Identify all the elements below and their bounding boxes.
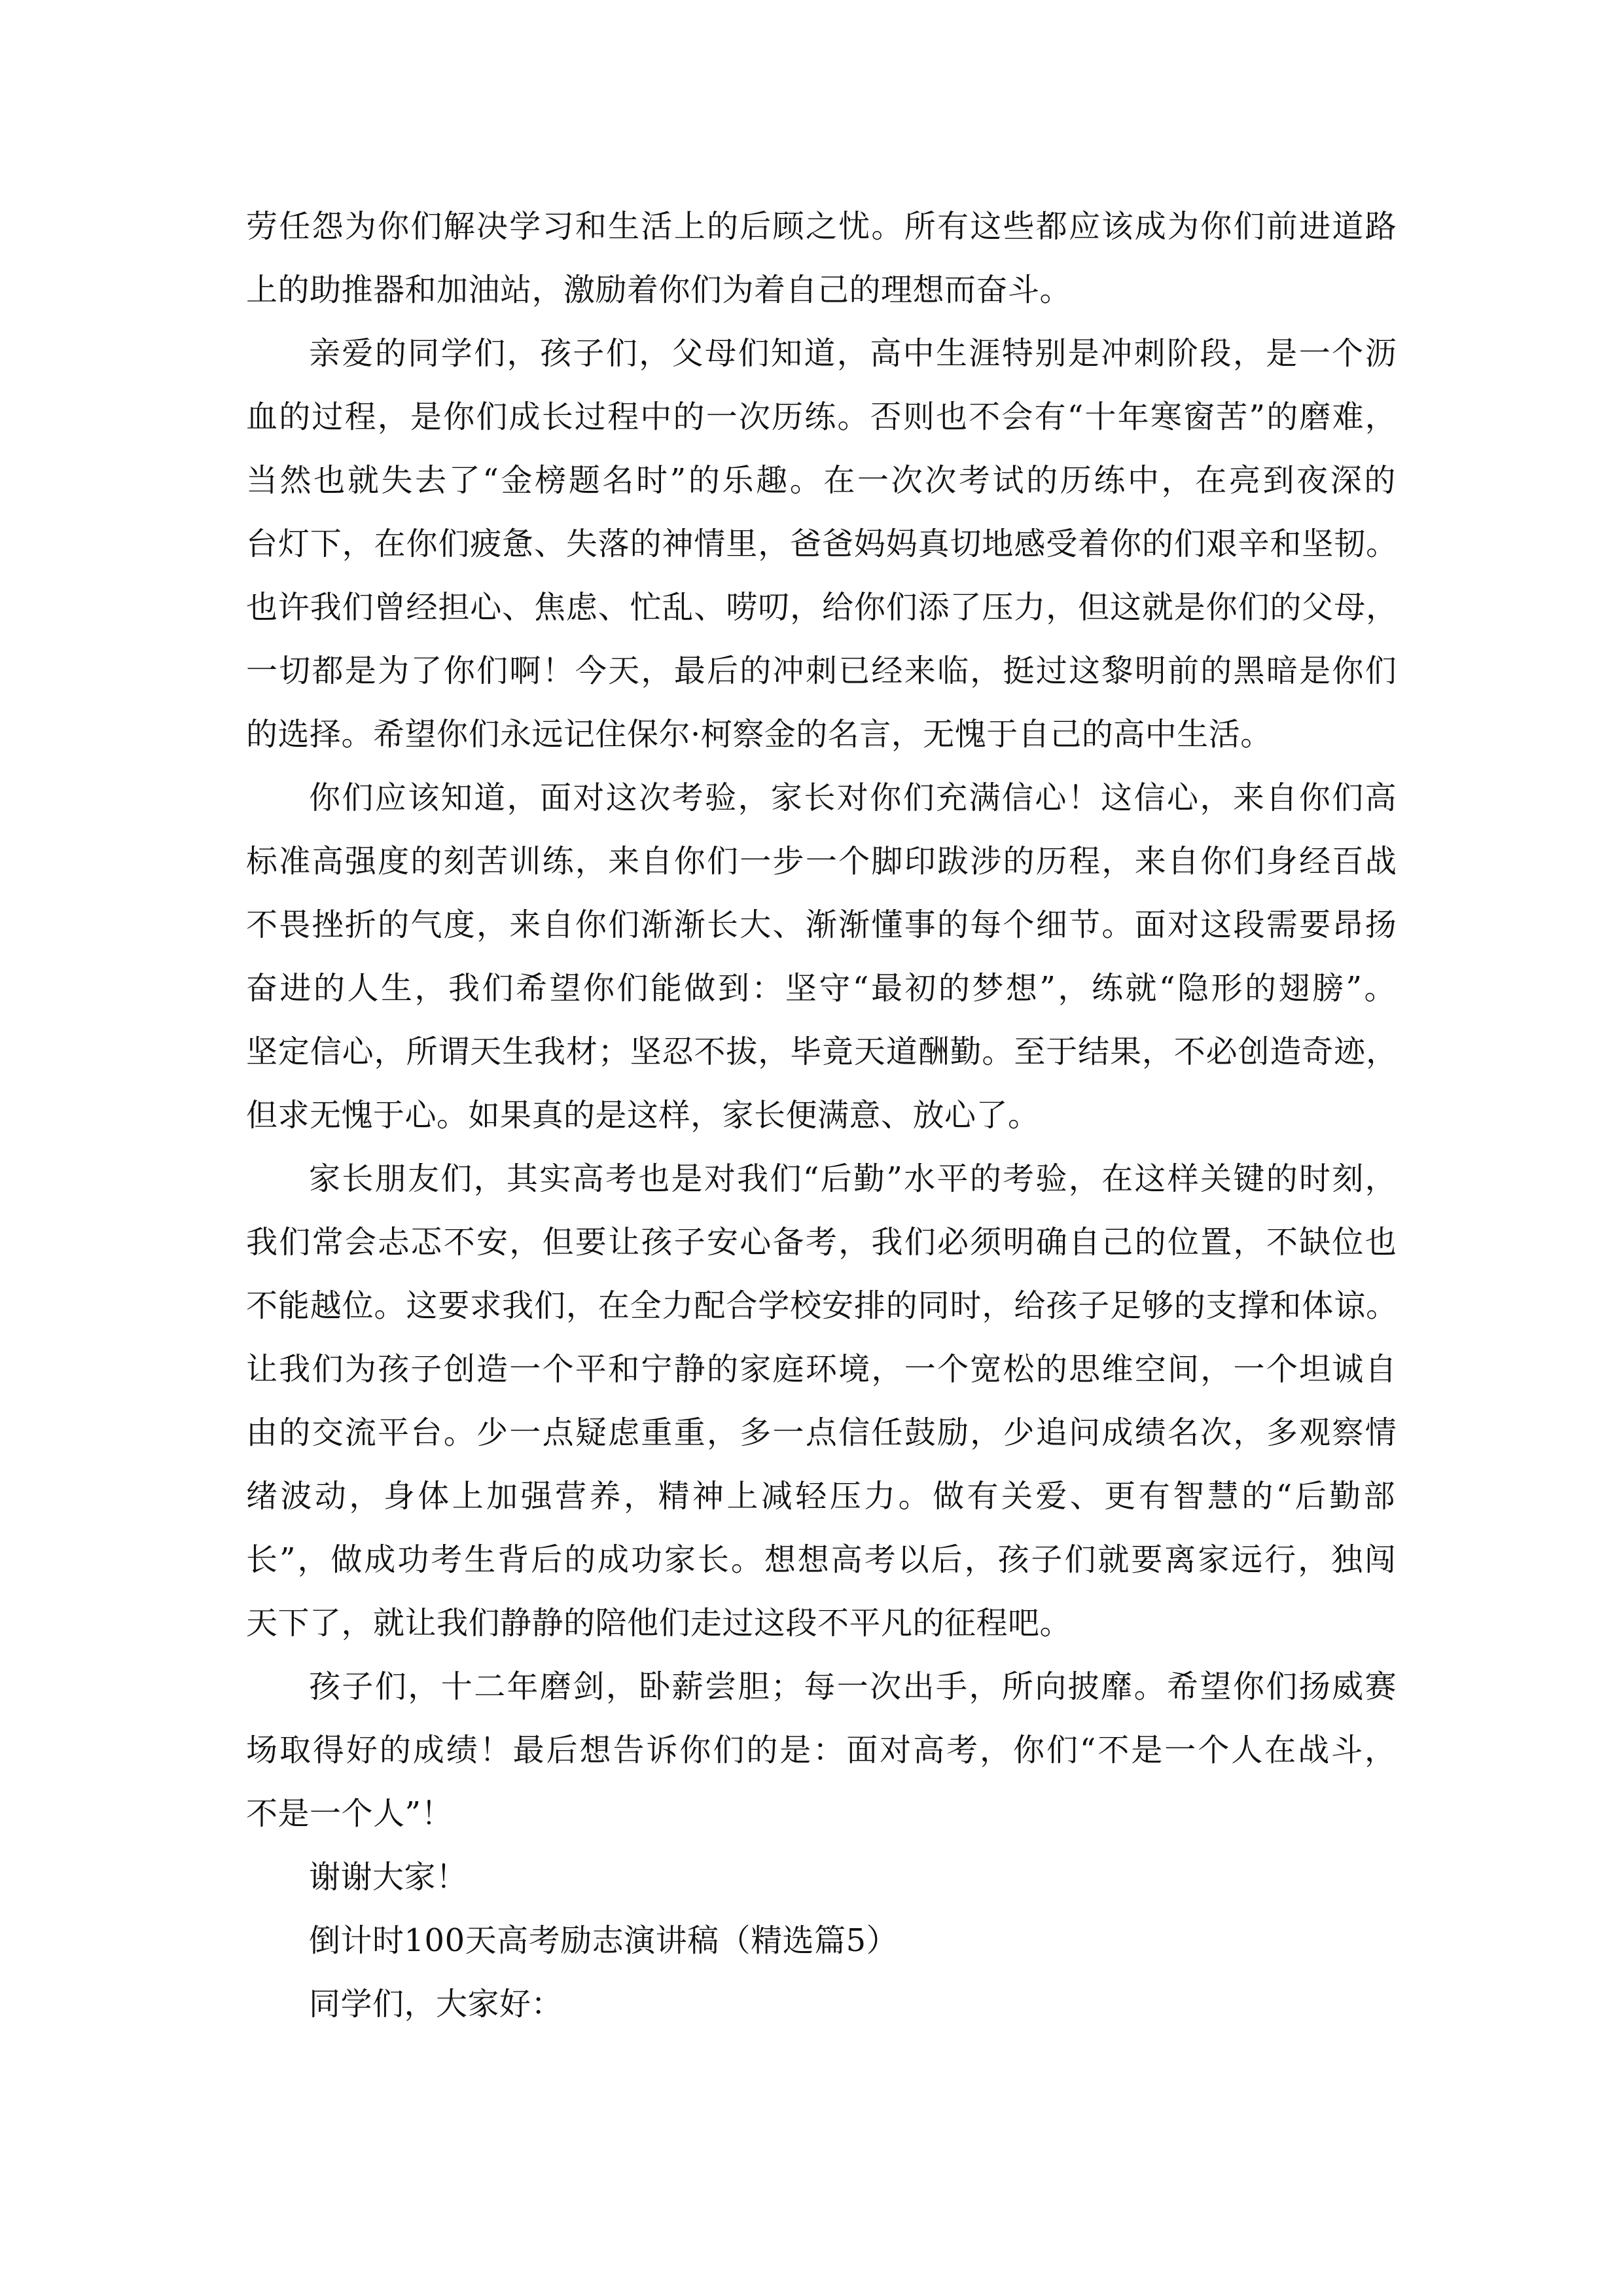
- text-line: 你们应该知道，面对这次考验，家长对你们充满信心！这信心，来自你们高: [309, 780, 1398, 816]
- text-line: 不是一个人”！: [246, 1795, 454, 1832]
- paragraph: [246, 195, 1398, 322]
- text-line: 不能越位。这要求我们，在全力配合学校安排的同时，给孩子足够的支撑和体谅。: [246, 1287, 1398, 1324]
- text-line: 血的过程，是你们成长过程中的一次历练。否则也不会有“十年寒窗苦”的磨难，: [246, 399, 1398, 435]
- text-line: 我们常会忐忑不安，但要让孩子安心备考，我们必须明确自己的位置，不缺位也: [246, 1224, 1398, 1261]
- paragraph: [246, 1973, 1398, 2036]
- text-line: 亲爱的同学们，孩子们，父母们知道，高中生涯特别是冲刺阶段，是一个沥: [309, 335, 1398, 372]
- text-line: 场取得好的成绩！最后想告诉你们的是：面对高考，你们“不是一个人在战斗，: [246, 1732, 1399, 1768]
- paragraph: [246, 1909, 1398, 1973]
- text-line: 劳任怨为你们解决学习和生活上的后顾之忧。所有这些都应该成为你们前进道路: [246, 208, 1398, 245]
- text-line: 奋进的人生，我们希望你们能做到：坚守“最初的梦想”，练就“隐形的翅膀”。: [246, 970, 1398, 1007]
- text-line: 家长朋友们，其实高考也是对我们“后勤”水平的考验，在这样关键的时刻，: [309, 1160, 1398, 1197]
- text-line: 让我们为孩子创造一个平和宁静的家庭环境，一个宽松的思维空间，一个坦诚自: [246, 1351, 1398, 1388]
- text-line: 由的交流平台。少一点疑虑重重，多一点信任鼓励，少追问成绩名次，多观察情: [246, 1414, 1398, 1451]
- paragraph: [246, 1147, 1398, 1655]
- document-body: [246, 195, 1398, 2036]
- paragraph: [246, 1846, 1398, 1909]
- text-line: 但求无愧于心。如果真的是这样，家长便满意、放心了。: [246, 1097, 1040, 1134]
- text-line: 倒计时100天高考励志演讲稿（精选篇5）: [309, 1922, 899, 1959]
- text-line: 坚定信心，所谓天生我材；坚忍不拔，毕竟天道酬勤。至于结果，不必创造奇迹，: [246, 1033, 1398, 1070]
- text-line: 当然也就失去了“金榜题名时”的乐趣。在一次次考试的历练中，在亮到夜深的: [246, 462, 1398, 499]
- text-line: 不畏挫折的气度，来自你们渐渐长大、渐渐懂事的每个细节。面对这段需要昂扬: [246, 906, 1398, 943]
- text-line: 也许我们曾经担心、焦虑、忙乱、唠叨，给你们添了压力，但这就是你们的父母，: [246, 589, 1398, 626]
- text-line: 标准高强度的刻苦训练，来自你们一步一个脚印跋涉的历程，来自你们身经百战: [246, 843, 1398, 880]
- text-line: 天下了，就让我们静静的陪他们走过这段不平凡的征程吧。: [246, 1605, 1072, 1641]
- text-line: 孩子们，十二年磨剑，卧薪尝胆；每一次出手，所向披靡。希望你们扬威赛: [309, 1668, 1398, 1705]
- text-line: 谢谢大家！: [309, 1859, 468, 1895]
- text-line: 绪波动，身体上加强营养，精神上减轻压力。做有关爱、更有智慧的“后勤部: [246, 1478, 1399, 1515]
- text-line: 上的助推器和加油站，激励着你们为着自己的理想而奋斗。: [246, 272, 1072, 308]
- text-line: 长”，做成功考生背后的成功家长。想想高考以后，孩子们就要离家远行，独闯: [246, 1541, 1399, 1578]
- paragraph: [246, 766, 1398, 1147]
- paragraph: [246, 322, 1398, 766]
- text-line: 一切都是为了你们啊！今天，最后的冲刺已经来临，挺过这黎明前的黑暗是你们: [246, 653, 1398, 689]
- text-line: 的选择。希望你们永远记住保尔·柯察金的名言，无愧于自己的高中生活。: [246, 716, 1272, 753]
- paragraph: [246, 1655, 1398, 1846]
- text-line: 台灯下，在你们疲惫、失落的神情里，爸爸妈妈真切地感受着你的们艰辛和坚韧。: [246, 526, 1398, 562]
- text-line: 同学们，大家好：: [309, 1986, 563, 2022]
